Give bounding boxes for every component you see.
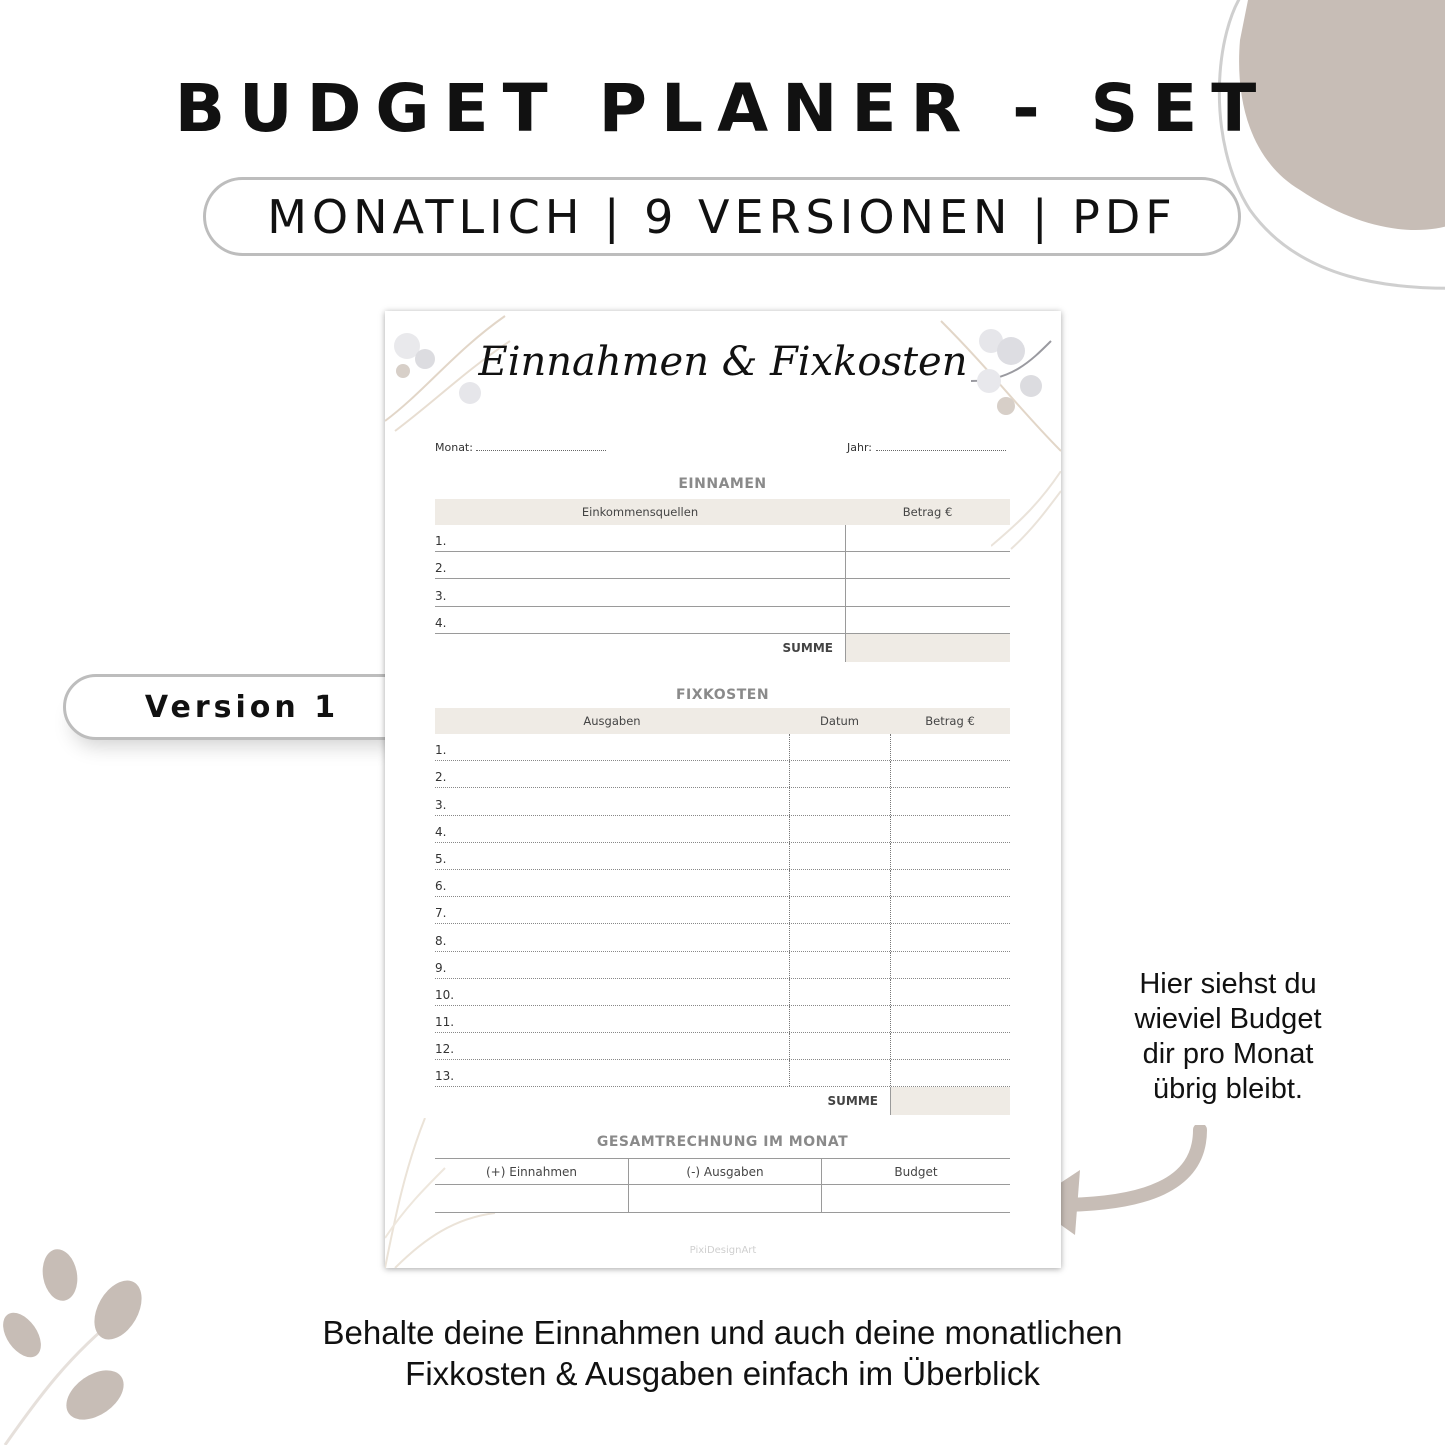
fixed-heading: FIXKOSTEN (675, 687, 770, 703)
table-row (435, 734, 1010, 761)
expenses-total-cell (628, 1185, 821, 1212)
side-note-line: wieviel Budget (1134, 1003, 1322, 1035)
table-row (435, 816, 1010, 843)
version-badge (63, 674, 421, 740)
fixed-table (435, 708, 1010, 1115)
budget-cell (821, 1185, 1010, 1212)
fixed-sum-row (435, 1087, 1010, 1115)
amount-cell (845, 525, 1010, 551)
table-row (435, 788, 1010, 815)
caption-line: Behalte deine Einnahmen und auch deine monatlichen (322, 1314, 1123, 1351)
sum-label: SUMME (782, 640, 833, 655)
income-table (435, 499, 1010, 662)
amount-cell (890, 1033, 1010, 1059)
table-row (435, 843, 1010, 870)
month-field (435, 441, 606, 454)
col-date: Datum (820, 714, 859, 728)
table-row (435, 552, 1010, 579)
date-cell (789, 1060, 890, 1086)
date-cell (789, 734, 890, 760)
table-row (435, 1060, 1010, 1087)
table-row (435, 870, 1010, 897)
amount-cell (890, 761, 1010, 787)
date-cell (789, 870, 890, 896)
caption (0, 1312, 1445, 1394)
row-number: 2. (435, 561, 447, 576)
table-row (435, 952, 1010, 979)
row-number: 7. (435, 906, 447, 921)
table-row (435, 1033, 1010, 1060)
row-number: 8. (435, 933, 447, 948)
credit-text: PixiDesignArt (689, 1245, 757, 1256)
amount-cell (890, 897, 1010, 923)
main-title: BUDGET PLANER - SET (174, 70, 1271, 147)
side-note-line: Hier siehst du (1139, 968, 1317, 1000)
row-number: 3. (435, 797, 447, 812)
row-number: 10. (435, 987, 455, 1002)
table-row (435, 525, 1010, 552)
amount-cell (890, 788, 1010, 814)
total-table (435, 1158, 1010, 1213)
year-label: Jahr: (847, 441, 872, 454)
row-number: 2. (435, 770, 447, 785)
date-cell (789, 761, 890, 787)
month-line (476, 441, 606, 451)
row-number: 4. (435, 824, 447, 839)
total-table-header (435, 1158, 1010, 1185)
sum-cell (890, 1087, 1010, 1115)
amount-cell (845, 579, 1010, 605)
amount-cell (890, 870, 1010, 896)
amount-cell (890, 1006, 1010, 1032)
col-budget: Budget (821, 1159, 1010, 1184)
document-title: Einnahmen & Fixkosten (478, 339, 968, 385)
floral-decoration-icon (931, 311, 1061, 461)
version-label: Version 1 (144, 689, 340, 725)
fixed-rows (435, 734, 1010, 1087)
amount-cell (890, 979, 1010, 1005)
subtitle-text: MONATLICH | 9 VERSIONEN | PDF (267, 189, 1177, 244)
col-expenses: (-) Ausgaben (628, 1159, 821, 1184)
table-row (435, 607, 1010, 634)
row-number: 5. (435, 851, 447, 866)
income-table-header (435, 499, 1010, 525)
row-number: 1. (435, 743, 447, 758)
amount-cell (890, 952, 1010, 978)
date-cell (789, 897, 890, 923)
col-amount: Betrag € (925, 714, 975, 728)
row-number: 4. (435, 615, 447, 630)
sum-cell (845, 634, 1010, 662)
row-number: 11. (435, 1015, 455, 1030)
date-cell (789, 1006, 890, 1032)
row-number: 3. (435, 588, 447, 603)
col-source: Einkommensquellen (581, 505, 699, 519)
amount-cell (845, 607, 1010, 633)
side-note-line: übrig bleibt. (1153, 1073, 1303, 1105)
amount-cell (845, 552, 1010, 578)
side-note-line: dir pro Monat (1142, 1038, 1314, 1070)
date-cell (789, 843, 890, 869)
income-sum-row (435, 634, 1010, 662)
total-table-row (435, 1185, 1010, 1213)
date-cell (789, 1033, 890, 1059)
col-income: (+) Einnahmen (486, 1164, 577, 1179)
date-cell (789, 924, 890, 950)
month-label: Monat: (435, 441, 473, 454)
amount-cell (890, 1060, 1010, 1086)
planner-sheet (385, 311, 1061, 1268)
fixed-table-header (435, 708, 1010, 734)
date-cell (789, 788, 890, 814)
income-total-cell (435, 1185, 628, 1212)
date-cell (789, 816, 890, 842)
total-heading: GESAMTRECHNUNG IM MONAT (596, 1134, 849, 1150)
col-expenses: Ausgaben (583, 714, 641, 728)
side-note (1108, 967, 1348, 1107)
year-field (847, 441, 1006, 454)
sum-label: SUMME (827, 1094, 878, 1109)
amount-cell (890, 924, 1010, 950)
col-amount: Betrag € (902, 505, 953, 519)
year-line (876, 441, 1006, 451)
table-row (435, 979, 1010, 1006)
date-cell (789, 952, 890, 978)
row-number: 12. (435, 1042, 455, 1057)
table-row (435, 579, 1010, 606)
row-number: 9. (435, 960, 447, 975)
row-number: 6. (435, 879, 447, 894)
table-row (435, 897, 1010, 924)
amount-cell (890, 734, 1010, 760)
row-number: 13. (435, 1069, 455, 1084)
caption-line: Fixkosten & Ausgaben einfach im Überblick (405, 1355, 1040, 1392)
date-cell (789, 979, 890, 1005)
amount-cell (890, 843, 1010, 869)
income-heading: EINNAMEN (678, 476, 767, 492)
table-row (435, 761, 1010, 788)
amount-cell (890, 816, 1010, 842)
table-row (435, 1006, 1010, 1033)
row-number: 1. (435, 534, 447, 549)
subtitle-pill (203, 177, 1241, 256)
table-row (435, 924, 1010, 951)
